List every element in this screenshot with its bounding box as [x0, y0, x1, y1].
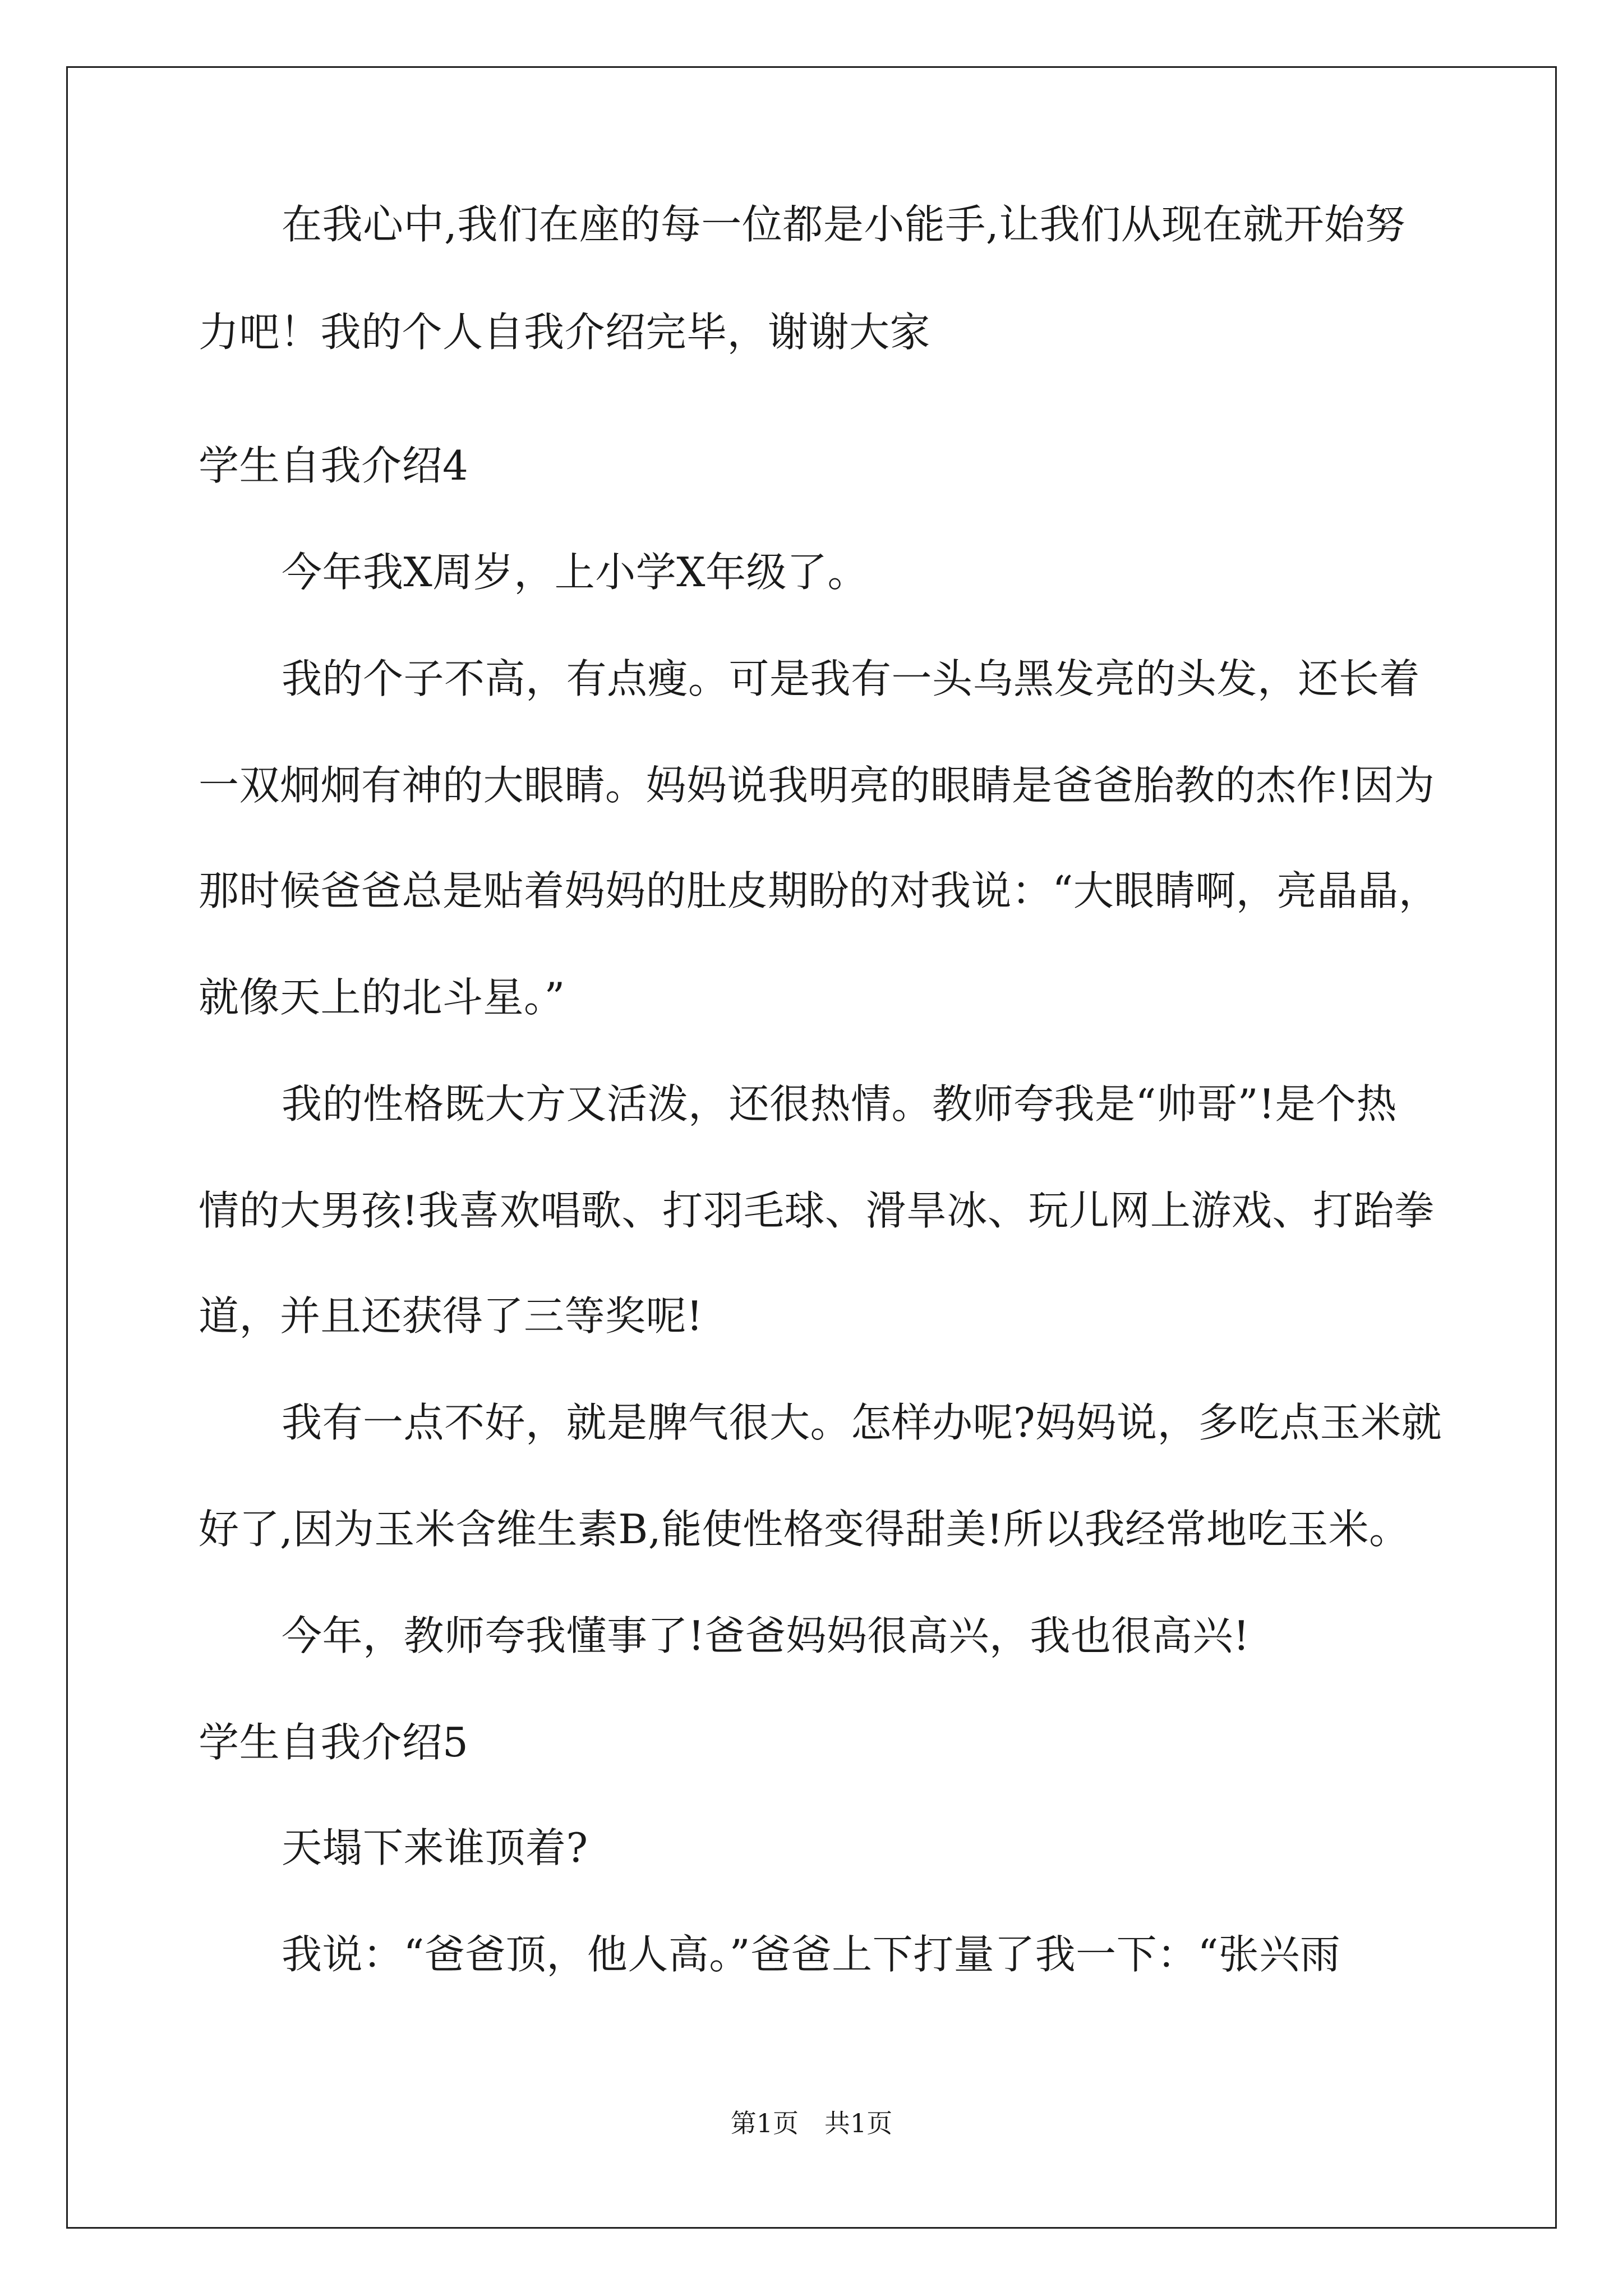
paragraph-line: 道，并且还获得了三等奖呢! — [199, 1292, 703, 1340]
section-heading: 学生自我介绍4 — [199, 442, 469, 489]
paragraph-line: 一双炯炯有神的大眼睛。妈妈说我明亮的眼睛是爸爸胎教的杰作!因为 — [199, 762, 1435, 809]
paragraph-line: 那时候爸爸总是贴着妈妈的肚皮期盼的对我说：“大眼睛啊，亮晶晶， — [199, 867, 1440, 914]
paragraph-line: 今年我X周岁，上小学X年级了。 — [282, 549, 869, 596]
paragraph-line: 我的个子不高，有点瘦。可是我有一头乌黑发亮的头发，还长着 — [282, 655, 1421, 702]
paragraph-line: 情的大男孩!我喜欢唱歌、打羽毛球、滑旱冰、玩儿网上游戏、打跆拳 — [199, 1187, 1435, 1234]
paragraph-line: 我有一点不好，就是脾气很大。怎样办呢?妈妈说，多吃点玉米就 — [282, 1399, 1442, 1446]
paragraph-line: 天塌下来谁顶着? — [282, 1824, 588, 1871]
paragraph-line: 在我心中,我们在座的每一位都是小能手,让我们从现在就开始努 — [282, 201, 1406, 248]
paragraph-line: 我说：“爸爸顶，他人高。”爸爸上下打量了我一下：“张兴雨 — [282, 1931, 1341, 1978]
section-heading: 学生自我介绍5 — [199, 1719, 469, 1766]
page-number-footer: 第1页 共1页 — [730, 2108, 893, 2138]
paragraph-line: 我的性格既大方又活泼，还很热情。教师夸我是“帅哥”!是个热 — [282, 1080, 1398, 1128]
page-border — [66, 66, 1557, 2229]
paragraph-line: 好了,因为玉米含维生素B,能使性格变得甜美!所以我经常地吃玉米。 — [199, 1506, 1410, 1553]
paragraph-line: 力吧！我的个人自我介绍完毕，谢谢大家 — [199, 309, 931, 356]
paragraph-line: 就像天上的北斗星。” — [199, 974, 565, 1021]
paragraph-line: 今年，教师夸我懂事了!爸爸妈妈很高兴，我也很高兴! — [282, 1612, 1250, 1659]
